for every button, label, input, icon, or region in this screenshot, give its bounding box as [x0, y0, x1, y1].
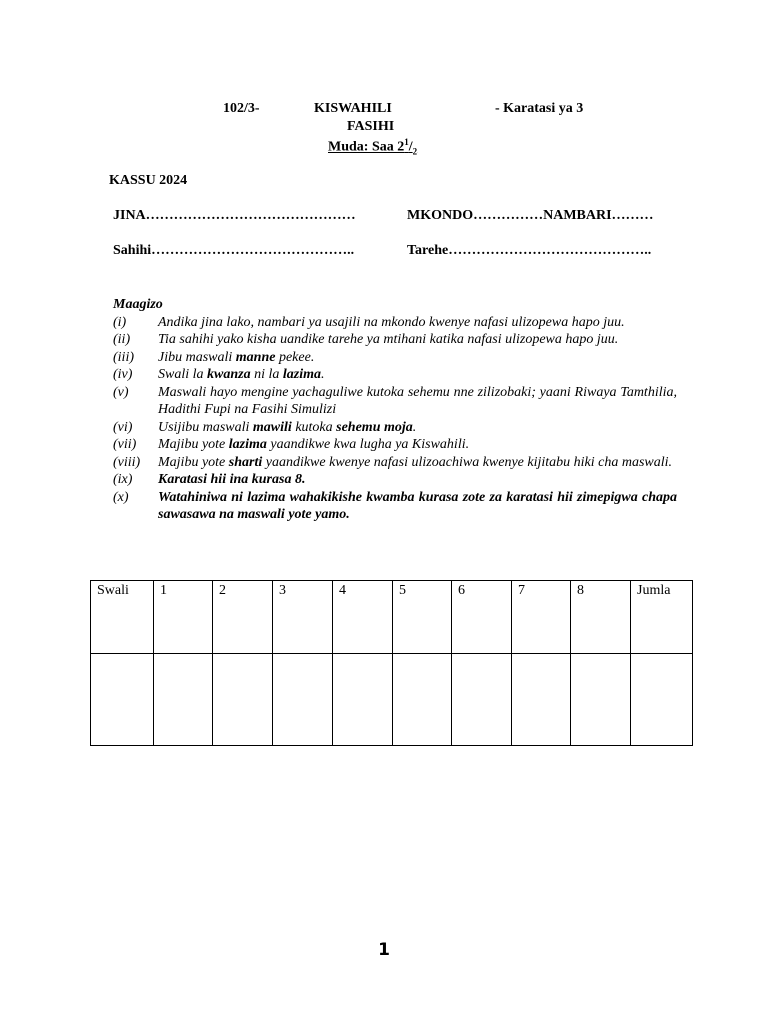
text-part: Usijibu maswali: [158, 419, 253, 435]
instruction-number: (iii): [113, 349, 134, 365]
score-header-cell: 6: [452, 581, 512, 654]
score-header-cell: 4: [333, 581, 393, 654]
instruction-number: (i): [113, 314, 127, 330]
name-field[interactable]: JINA………………………………………: [113, 208, 356, 223]
duration-sub: 2: [412, 146, 418, 157]
instruction-text: Tia sahihi yako kisha uandike tarehe ya mtihani katika nafasi ulizopewa hapo juu.: [158, 332, 619, 347]
score-cell[interactable]: [452, 654, 512, 746]
text-part: yaandikwe kwa lugha ya Kiswahili.: [266, 437, 470, 452]
instruction-item: [113, 454, 677, 472]
score-header-cell: 2: [213, 581, 273, 654]
score-cell[interactable]: [273, 654, 333, 746]
text-part: Swali la: [158, 367, 208, 382]
duration-sup: 1: [404, 137, 409, 147]
instruction-number: (vi): [113, 419, 133, 435]
instruction-item: [113, 366, 677, 384]
score-cell[interactable]: [154, 654, 213, 746]
instruction-text: Watahiniwa ni lazima wahakikishe kwamba kurasa zote za karatasi hii zimepigwa chapa sawasawa na maswali yote yamo.: [158, 489, 677, 522]
score-header-cell: 5: [393, 581, 452, 654]
instruction-number: (vii): [113, 437, 137, 452]
text-part: pekee.: [275, 349, 315, 365]
text-part: ni la: [250, 367, 283, 382]
instruction-number: (ix): [113, 472, 133, 487]
emphasis: lazima: [228, 437, 267, 452]
score-cell[interactable]: [393, 654, 452, 746]
instruction-text: Maswali hayo mengine yachaguliwe kutoka sehemu nne zilizobaki; yaani Riwaya Tamthilia, Hadithi Fupi na Fasihi Simulizi: [158, 384, 677, 417]
score-table: [90, 580, 693, 746]
score-entry-row: [91, 654, 693, 746]
score-cell[interactable]: [213, 654, 273, 746]
instruction-number: (v): [113, 384, 129, 400]
instruction-text: [158, 349, 677, 367]
instruction-number: (viii): [113, 454, 141, 470]
instruction-number: (x): [113, 489, 129, 505]
instruction-text: Karatasi hii ina kurasa 8.: [158, 472, 306, 487]
text-part: yaandikwe kwenye nafasi ulizoachiwa kwenye kijitabu hiki cha maswali.: [262, 454, 673, 470]
instruction-item: [113, 489, 677, 524]
score-header-cell: 8: [571, 581, 631, 654]
text-part: .: [412, 419, 417, 435]
subject-title: KISWAHILI: [314, 101, 392, 116]
instructions: [113, 296, 677, 524]
signature-field[interactable]: Sahihi……………………………………..: [113, 243, 355, 258]
duration-text: Muda: Saa 2: [328, 139, 405, 155]
instruction-text: [158, 454, 677, 472]
score-cell[interactable]: [571, 654, 631, 746]
score-cell[interactable]: [91, 654, 154, 746]
score-header-cell: Jumla: [631, 581, 693, 654]
instructions-heading: Maagizo: [113, 297, 163, 312]
instruction-item: [113, 349, 677, 367]
score-cell[interactable]: [512, 654, 571, 746]
exam-name: KASSU 2024: [109, 173, 188, 188]
topic-title: FASIHI: [347, 119, 395, 134]
emphasis: lazima: [282, 367, 321, 382]
instruction-text: [158, 366, 677, 384]
emphasis: sehemu moja: [336, 419, 413, 435]
page-number: 1: [378, 940, 390, 960]
score-header-cell: 7: [512, 581, 571, 654]
text-part: Majibu yote: [158, 454, 229, 470]
instruction-number: (ii): [113, 332, 131, 347]
instruction-item: [113, 436, 677, 454]
emphasis: sharti: [228, 454, 263, 470]
date-field[interactable]: Tarehe……………………………………..: [407, 243, 652, 258]
text-part: Majibu yote: [158, 437, 229, 452]
instruction-text: [158, 436, 677, 454]
stream-number-field[interactable]: MKONDO……………NAMBARI………: [407, 208, 654, 223]
emphasis: mawili: [252, 419, 292, 435]
instruction-text: Andika jina lako, nambari ya usajili na mkondo kwenye nafasi ulizopewa hapo juu.: [158, 314, 625, 330]
instruction-item: [113, 419, 677, 437]
instruction-item: [113, 331, 677, 349]
paper-number: - Karatasi ya 3: [495, 101, 584, 116]
score-header-cell: 3: [273, 581, 333, 654]
score-header-cell: Swali: [91, 581, 154, 654]
score-header-row: [91, 581, 693, 654]
instruction-number: (iv): [113, 367, 133, 382]
text-part: Jibu maswali: [158, 349, 236, 365]
text-part: .: [321, 367, 325, 382]
instruction-item: [113, 314, 677, 332]
score-header-cell: 1: [154, 581, 213, 654]
score-cell[interactable]: [631, 654, 693, 746]
instruction-item: [113, 384, 677, 419]
emphasis: manne: [235, 349, 276, 365]
instruction-item: [113, 471, 677, 489]
text-part: kutoka: [291, 419, 337, 435]
paper-code: 102/3-: [223, 101, 260, 116]
instruction-text: [158, 419, 677, 437]
exam-duration: Muda: Saa $2^1/_2$: [328, 137, 418, 157]
emphasis: kwanza: [207, 367, 251, 382]
score-cell[interactable]: [333, 654, 393, 746]
